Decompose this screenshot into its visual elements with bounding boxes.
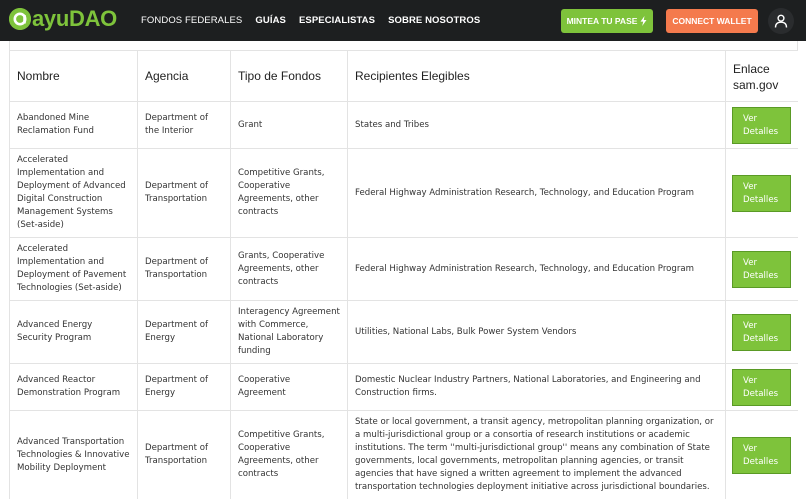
cell-action	[726, 102, 799, 149]
ver-detalles-button[interactable]: Ver Detalles	[732, 314, 791, 351]
cell-name: Accelerated Implementation and Deployment of Advanced Digital Construction Management Systems (Set-aside)	[10, 149, 138, 238]
ver-detalles-button[interactable]: Ver Detalles	[732, 175, 791, 212]
cell-agency: Department of Transportation	[138, 149, 231, 238]
cell-agency: Department of Transportation	[138, 411, 231, 499]
nav-links	[141, 0, 480, 41]
cell-type: Cooperative Agreement	[231, 364, 348, 411]
connect-wallet-label: CONNECT WALLET	[672, 16, 752, 26]
cell-agency: Department of Energy	[138, 301, 231, 364]
connect-wallet-button[interactable]	[666, 9, 758, 33]
cell-action	[726, 411, 799, 499]
table-row	[10, 411, 799, 499]
nav-link-sobre-nosotros[interactable]: SOBRE NOSOTROS	[388, 15, 481, 26]
mint-pass-button[interactable]	[561, 9, 653, 33]
user-icon	[774, 14, 788, 28]
cell-recipients: States and Tribes	[348, 102, 726, 149]
nav-link-fondos-federales[interactable]: FONDOS FEDERALES	[141, 15, 243, 26]
cell-action	[726, 238, 799, 301]
lightning-icon	[640, 16, 647, 26]
cell-action	[726, 149, 799, 238]
ver-detalles-button[interactable]: Ver Detalles	[732, 437, 791, 474]
header-nombre: Nombre	[10, 51, 138, 102]
cell-name: Advanced Transportation Technologies & Innovative Mobility Deployment	[10, 411, 138, 499]
header-tipo-de-fondos: Tipo de Fondos	[231, 51, 348, 102]
cell-recipients: Domestic Nuclear Industry Partners, National Laboratories, and Engineering and Construction firms.	[348, 364, 726, 411]
funds-table	[9, 50, 798, 499]
logo-wordmark: ayuDAO	[32, 6, 117, 31]
top-navbar	[0, 0, 806, 41]
cell-name: Advanced Reactor Demonstration Program	[10, 364, 138, 411]
table-row	[10, 238, 799, 301]
table-row	[10, 149, 799, 238]
cell-type: Competitive Grants, Cooperative Agreements, other contracts	[231, 149, 348, 238]
cell-type: Interagency Agreement with Commerce, National Laboratory funding	[231, 301, 348, 364]
table-row	[10, 301, 799, 364]
header-agencia: Agencia	[138, 51, 231, 102]
cell-recipients: State or local government, a transit agency, metropolitan planning organization, or a multi-jurisdictional group or a consortia of research institutions or academic institutions. The term ''multi-jurisdictional group'' means any combination of State governments, local governments, metropolitan planning agencies, or transit agencies that have signed a written agreement to implement the advanced transportation technologies deployment initiative across jurisdictional boundaries.	[348, 411, 726, 499]
cell-agency: Department of Transportation	[138, 238, 231, 301]
cell-type: Grant	[231, 102, 348, 149]
table-row	[10, 102, 799, 149]
header-enlace-sam-gov: Enlace sam.gov	[726, 51, 799, 102]
logo-badge-icon	[9, 8, 31, 30]
table-header-row	[10, 51, 799, 102]
nav-link-guias[interactable]: GUÍAS	[255, 15, 286, 26]
cell-action	[726, 301, 799, 364]
cell-type: Grants, Cooperative Agreements, other contracts	[231, 238, 348, 301]
cell-recipients: Utilities, National Labs, Bulk Power System Vendors	[348, 301, 726, 364]
cell-name: Abandoned Mine Reclamation Fund	[10, 102, 138, 149]
cell-agency: Department of Energy	[138, 364, 231, 411]
cell-agency: Department of the Interior	[138, 102, 231, 149]
nav-link-especialistas[interactable]: ESPECIALISTAS	[298, 15, 376, 26]
cell-action	[726, 364, 799, 411]
table-row	[10, 364, 799, 411]
ver-detalles-button[interactable]: Ver Detalles	[732, 107, 791, 144]
user-avatar-button[interactable]	[768, 8, 794, 34]
ver-detalles-button[interactable]: Ver Detalles	[732, 369, 791, 406]
cell-name: Accelerated Implementation and Deployment of Pavement Technologies (Set-aside)	[10, 238, 138, 301]
funds-table-container[interactable]	[9, 41, 798, 499]
table-scroll-gap	[9, 41, 798, 50]
cell-recipients: Federal Highway Administration Research, Technology, and Education Program	[348, 238, 726, 301]
ver-detalles-button[interactable]: Ver Detalles	[732, 251, 791, 288]
mint-pass-label: MINTEA TU PASE	[566, 16, 638, 26]
header-recipientes-elegibles: Recipientes Elegibles	[348, 51, 726, 102]
ayudao-logo[interactable]	[9, 8, 117, 30]
cell-recipients: Federal Highway Administration Research, Technology, and Education Program	[348, 149, 726, 238]
cell-type: Competitive Grants, Cooperative Agreements, other contracts	[231, 411, 348, 499]
cell-name: Advanced Energy Security Program	[10, 301, 138, 364]
